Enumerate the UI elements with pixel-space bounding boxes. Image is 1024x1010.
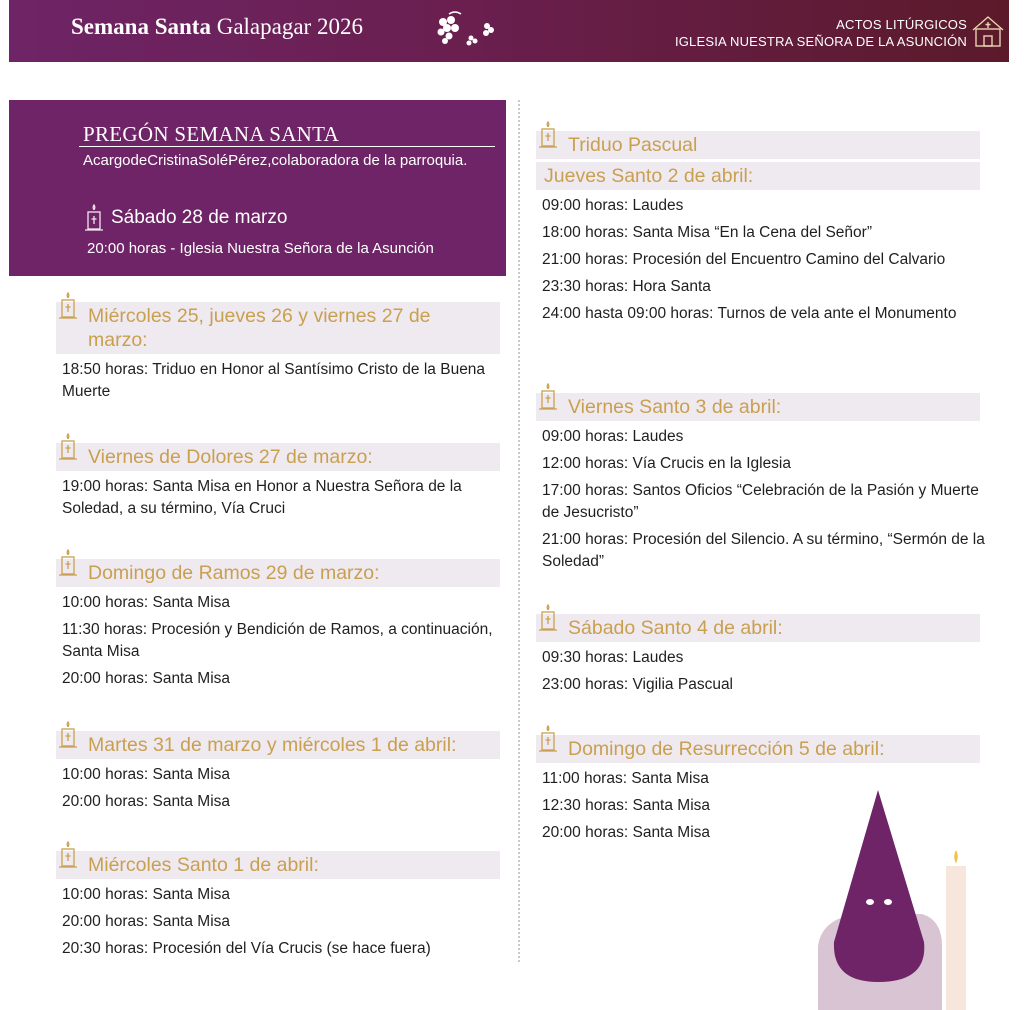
schedule-section [56, 731, 502, 813]
schedule-section [56, 559, 502, 690]
triduo-heading [536, 131, 980, 159]
section-title: Sábado Santo 4 de abril: [568, 617, 783, 639]
candle-icon [58, 841, 78, 869]
title-bold: Semana Santa [71, 14, 211, 39]
section-heading [56, 559, 500, 587]
section-heading [536, 735, 980, 763]
acts-line2: IGLESIA NUESTRA SEÑORA DE LA ASUNCIÓN [674, 34, 967, 49]
candle-icon [538, 121, 558, 149]
schedule-item: 10:00 horas: Santa Misa [62, 886, 231, 903]
triduo-section [536, 131, 996, 325]
acts-heading [675, 16, 967, 50]
candle-icon [83, 204, 105, 232]
schedule-item: 10:00 horas: Santa Misa [62, 766, 231, 783]
schedule-item: 23:00 horas: Vigilia Pascual [542, 676, 734, 693]
candle-icon [538, 604, 558, 632]
candle-body [946, 866, 966, 1010]
column-divider [518, 100, 520, 962]
section-title: Viernes de Dolores 27 de marzo: [88, 446, 373, 468]
section-title: Viernes Santo 3 de abril: [568, 396, 782, 418]
nazareno-illustration [812, 786, 972, 1010]
capirote-shape [834, 790, 924, 982]
pregon-title: PREGÓN SEMANA SANTA [83, 122, 340, 146]
section-items [56, 592, 502, 690]
page-title [71, 14, 363, 40]
schedule-item: 11:00 horas: Santa Misa [542, 770, 709, 787]
pregon-description: AcargodeCristinaSoléPérez,colaboradora de la parroquia. [83, 152, 468, 169]
schedule-item: 20:00 horas: Santa Misa [62, 670, 231, 687]
section-items [56, 884, 502, 960]
grapes-icon [429, 8, 501, 50]
candle-icon [538, 725, 558, 753]
section-items [56, 476, 502, 520]
section-heading [56, 731, 500, 759]
pregon-box [9, 100, 506, 276]
triduo-subheading [536, 162, 980, 190]
title-rest: Galapagar 2026 [216, 14, 363, 39]
schedule-item: 19:00 horas: Santa Misa en Honor a Nuestra Señora de la Soledad, a su término, Vía Cruci [62, 478, 462, 517]
triduo-items [536, 195, 996, 325]
schedule-item: 09:00 horas: Laudes [542, 428, 684, 445]
section-heading [536, 614, 980, 642]
schedule-item: 20:00 horas: Santa Misa [62, 913, 231, 930]
pregon-date-text: Sábado 28 de marzo [111, 207, 288, 228]
schedule-item: 23:30 horas: Hora Santa [542, 278, 711, 295]
section-heading [536, 393, 980, 421]
section-title: Miércoles Santo 1 de abril: [88, 854, 319, 876]
schedule-item: 12:30 horas: Santa Misa [542, 797, 711, 814]
eye-right [884, 899, 892, 905]
section-items [536, 426, 996, 573]
schedule-item: 18:00 horas: Santa Misa “En la Cena del Señor” [542, 224, 872, 241]
candle-flame [954, 850, 958, 864]
section-title: Domingo de Ramos 29 de marzo: [88, 562, 380, 584]
section-items [56, 764, 502, 813]
section-items [536, 647, 996, 696]
schedule-section [56, 443, 502, 520]
schedule-item: 21:00 horas: Procesión del Silencio. A su término, “Sermón de la Soledad” [542, 531, 985, 570]
header-banner [9, 0, 1009, 62]
schedule-item: 21:00 horas: Procesión del Encuentro Camino del Calvario [542, 251, 946, 268]
candle-icon [538, 383, 558, 411]
triduo-subtitle: Jueves Santo 2 de abril: [544, 165, 754, 187]
pregon-place: 20:00 horas - Iglesia Nuestra Señora de la Asunción [87, 240, 434, 257]
schedule-item: 20:00 horas: Santa Misa [62, 793, 231, 810]
schedule-item: 09:00 horas: Laudes [542, 197, 684, 214]
section-heading [56, 443, 500, 471]
schedule-item: 10:00 horas: Santa Misa [62, 594, 231, 611]
schedule-item: 18:50 horas: Triduo en Honor al Santísimo Cristo de la Buena Muerte [62, 361, 486, 400]
schedule-item: 24:00 hasta 09:00 horas: Turnos de vela ante el Monumento [542, 305, 957, 322]
schedule-section [56, 302, 502, 403]
pregon-date [83, 204, 287, 232]
section-title: Domingo de Resurrección 5 de abril: [568, 738, 885, 760]
section-title: Martes 31 de marzo y miércoles 1 de abril: [88, 734, 457, 756]
schedule-item: 09:30 horas: Laudes [542, 649, 684, 666]
eye-left [866, 899, 874, 905]
pregon-underline [79, 146, 495, 147]
candle-icon [58, 433, 78, 461]
church-icon [971, 14, 1005, 48]
acts-line1: ACTOS LITÚRGICOS [836, 17, 967, 32]
schedule-item: 12:00 horas: Vía Crucis en la Iglesia [542, 455, 791, 472]
section-items [56, 359, 502, 403]
schedule-item: 11:30 horas: Procesión y Bendición de Ramos, a continuación, Santa Misa [62, 621, 493, 660]
candle-icon [58, 292, 78, 320]
section-title: Miércoles 25, jueves 26 y viernes 27 de marzo: [88, 305, 431, 351]
candle-icon [58, 721, 78, 749]
section-heading [56, 302, 500, 354]
schedule-item: 17:00 horas: Santos Oficios “Celebración de la Pasión y Muerte de Jesucristo” [542, 482, 979, 521]
schedule-section [536, 614, 996, 696]
schedule-item: 20:00 horas: Santa Misa [542, 824, 711, 841]
section-heading [56, 851, 500, 879]
schedule-section [536, 393, 996, 573]
schedule-item: 20:30 horas: Procesión del Vía Crucis (se hace fuera) [62, 940, 431, 957]
candle-icon [58, 549, 78, 577]
schedule-section [56, 851, 502, 960]
triduo-title: Triduo Pascual [568, 134, 698, 156]
